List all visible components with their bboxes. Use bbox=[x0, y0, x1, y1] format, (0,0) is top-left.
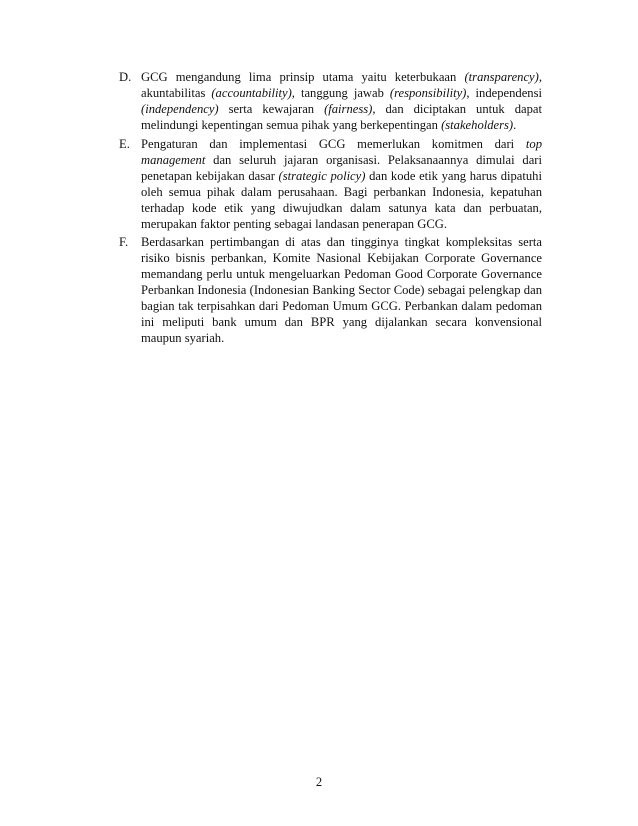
term-transparency: (transparency), bbox=[464, 70, 542, 84]
text-d-4: , independensi bbox=[466, 86, 542, 100]
text-d-6: dan diciptakan untuk dapat melindungi kepentingan semua pihak yang berkepentingan bbox=[141, 102, 542, 132]
item-label-d: D. bbox=[119, 70, 132, 84]
text-d-1: GCG mengandung lima prinsip utama yaitu keterbukaan bbox=[141, 70, 465, 84]
term-fairness: (fairness), bbox=[324, 102, 376, 116]
text-d-5: serta kewajaran bbox=[218, 102, 325, 116]
list-item-d bbox=[119, 69, 542, 133]
term-independency: (independency) bbox=[141, 102, 219, 116]
term-strategic-policy: (strategic policy) bbox=[278, 169, 366, 183]
text-d-7: . bbox=[513, 118, 517, 132]
paragraph-f: Berdasarkan pertimbangan di atas dan tingginya tingkat kompleksitas serta risiko bisnis perbankan, Komite Nasional Kebijakan Corporate Governance memandang perlu untuk mengeluarkan Pedoman Good Corporate Governance Perbankan Indonesia (Indonesian Banking Sector Code) sebagai pelengkap dan bagian tak terpisahkan dari Pedoman Umum GCG. Perbankan dalam pedoman ini meliputi bank umum dan BPR yang dijalankan secara konvensional maupun syariah. bbox=[141, 235, 542, 345]
page-number: 2 bbox=[315, 775, 323, 789]
term-responsibility: (responsibility) bbox=[389, 86, 467, 100]
paragraph-d bbox=[141, 69, 542, 133]
item-label-e: E. bbox=[119, 137, 130, 151]
term-accountability: (accountability), bbox=[211, 86, 295, 100]
text-e-2: dan seluruh jajaran organisasi. Pelaksanaannya dimulai dari penetapan kebijakan dasar bbox=[141, 153, 542, 183]
text-e-1: Pengaturan dan implementasi GCG memerlukan komitmen dari bbox=[141, 137, 526, 151]
text-d-3: tanggung jawab bbox=[294, 86, 390, 100]
term-stakeholders: (stakeholders) bbox=[441, 118, 514, 132]
term-top-management: top management bbox=[141, 137, 542, 167]
paragraph-e bbox=[141, 136, 542, 232]
list-item-e bbox=[119, 136, 542, 232]
list-item-f bbox=[119, 234, 542, 346]
item-label-f: F. bbox=[119, 235, 129, 249]
text-d-2: akuntabilitas bbox=[141, 86, 212, 100]
text-e-3: dan kode etik yang harus dipatuhi oleh semua pihak dalam perusahaan. Bagi perbankan Indonesia, kepatuhan terhadap kode etik yang diwujudkan dalam satunya kata dan perbuatan, merupakan faktor penting sebagai landasan penerapan GCG. bbox=[141, 169, 542, 231]
